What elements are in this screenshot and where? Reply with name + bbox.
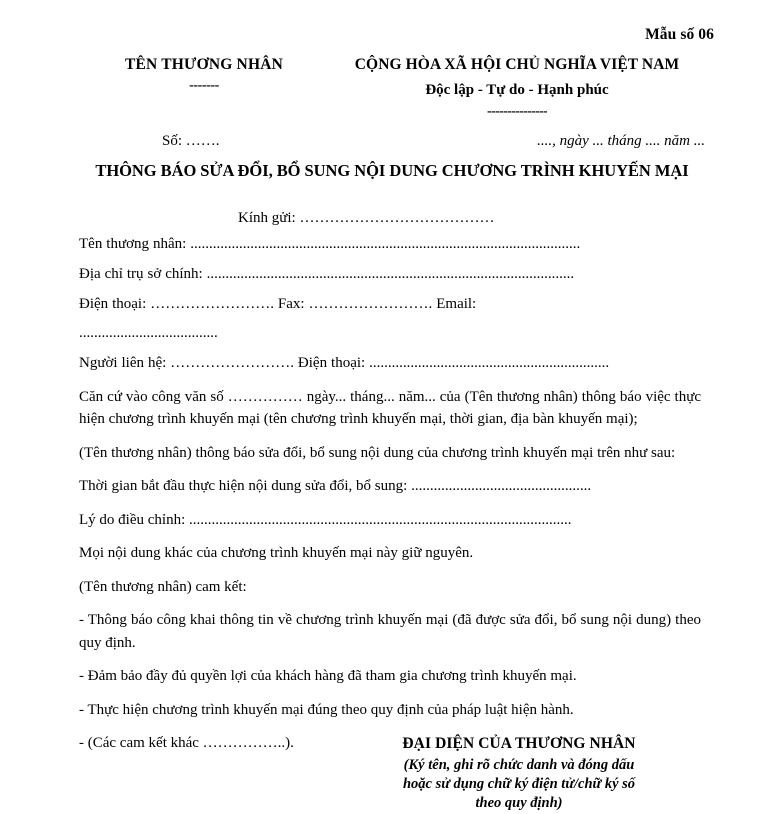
paragraph-legal-basis: Căn cứ vào công văn số …………… ngày... tháng... năm... của (Tên thương nhân) thông báo việc thực hiện chương trình khuyến mại (tên chương trình khuyến mại, thời gian, địa bàn khuyến mại); — [79, 388, 701, 428]
recipient-field: Kính gửi: ………………………………… — [238, 210, 495, 226]
document-title: THÔNG BÁO SỬA ĐỔI, BỔ SUNG NỘI DUNG CHƯƠNG TRÌNH KHUYẾN MẠI — [95, 161, 689, 180]
field-email-dots: ..................................... — [79, 325, 218, 342]
field-adjustment-reason: Lý do điều chỉnh: ...................................................................................................... — [79, 511, 572, 528]
signature-block — [363, 733, 675, 813]
national-motto: Độc lập - Tự do - Hạnh phúc — [425, 82, 609, 98]
signature-instruction-line-3: theo quy định) — [475, 795, 563, 812]
paragraph-unchanged-content: Mọi nội dung khác của chương trình khuyến mại này giữ nguyên. — [79, 545, 474, 562]
document-header — [79, 54, 705, 119]
field-start-time: Thời gian bắt đầu thực hiện nội dung sửa đổi, bổ sung: ................................................ — [79, 478, 592, 495]
commitment-item: - Thông báo công khai thông tin về chương trình khuyến mại (đã được sửa đổi, bổ sung nội dung) theo quy định. — [79, 612, 701, 651]
field-contact-person: Người liên hệ: ……………………. Điện thoại: ................................................................ — [79, 355, 610, 371]
signature-title: ĐẠI DIỆN CỦA THƯƠNG NHÂN — [402, 735, 636, 752]
paragraph-notice-statement: (Tên thương nhân) thông báo sửa đổi, bổ sung nội dung của chương trình khuyến mại trên như sau: — [79, 444, 676, 461]
national-rule-divider: --------------- — [487, 103, 547, 119]
paragraph-commitment-intro: (Tên thương nhân) cam kết: — [79, 578, 247, 595]
document-meta-row — [162, 131, 705, 152]
document-body — [79, 234, 701, 766]
signature-instruction-line-1: (Ký tên, ghi rõ chức danh và đóng dấu — [403, 757, 635, 773]
header-merchant-column — [79, 54, 329, 93]
signature-instruction-line-2: hoặc sử dụng chữ ký điện tử/chữ ký số — [402, 776, 636, 793]
merchant-rule-divider: ------- — [189, 78, 219, 93]
commitment-item: - Đảm bảo đầy đủ quyền lợi của khách hàng đã tham gia chương trình khuyến mại. — [79, 668, 577, 685]
document-number-field: Số: ……. — [162, 133, 220, 149]
field-merchant-name: Tên thương nhân: ........................................................................................................ — [79, 236, 581, 252]
commitment-item: - (Các cam kết khác ……………..). — [79, 735, 294, 752]
field-head-office-address: Địa chỉ trụ sở chính: .................................................................................................. — [79, 265, 575, 282]
field-phone-fax-email: Điện thoại: ……………………. Fax: ……………………. Email: — [79, 295, 477, 312]
merchant-name-heading: TÊN THƯƠNG NHÂN — [124, 56, 283, 73]
commitment-item: - Thực hiện chương trình khuyến mại đúng theo quy định của pháp luật hiện hành. — [79, 701, 574, 718]
header-national-column — [329, 54, 705, 119]
signature-instructions — [363, 756, 675, 813]
document-date-field: ...., ngày ... tháng .... năm ... — [537, 133, 705, 149]
national-title: CỘNG HÒA XÃ HỘI CHỦ NGHĨA VIỆT NAM — [354, 56, 680, 73]
form-code: Mẫu số 06 — [645, 26, 714, 43]
